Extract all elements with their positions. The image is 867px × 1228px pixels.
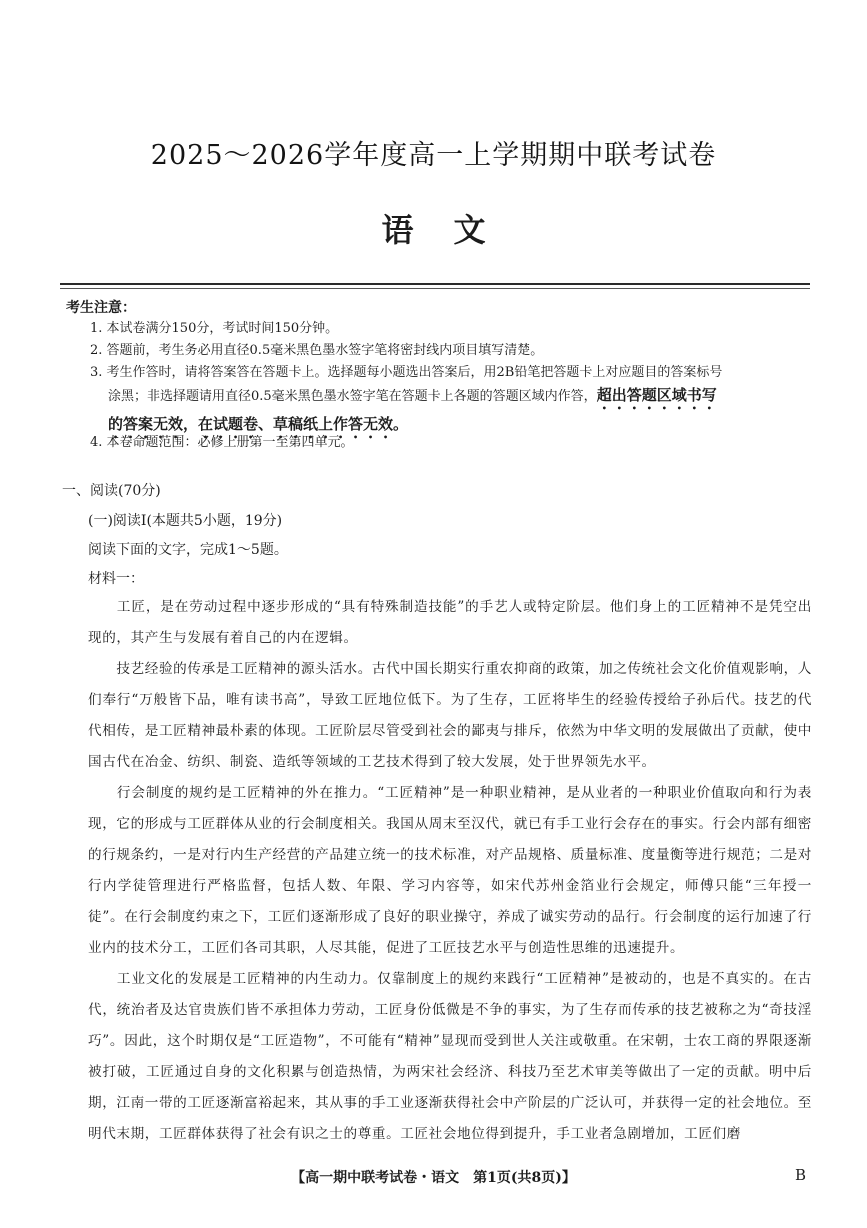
notice-item-3 [90,362,815,442]
instruction-text: 阅读下面的文字，完成1～5题。 [88,542,288,558]
notice-item-3-text: 涂黑；非选择题请用直径0.5毫米黑色墨水签字笔在答题卡上各题的答题区域内作答， [108,389,597,404]
notice-heading: 考生注意： [66,300,136,316]
paragraph-3: 行会制度的规约是工匠精神的外在推力。“工匠精神”是一种职业精神，是从业者的一种职业价值取向和行为表现，它的形成与工匠群体从业的行会制度相关。我国从周末至汉代，就已有手工业行会存在的事实。行会内部有细密的行规条约，一是对行内生产经营的产品建立统一的技术标准，对产品规格、质量标准、度量衡等进行规范；二是对行内学徒管理进行严格监督，包括人数、年限、学习内容等，如宋代苏州金箔业行会规定，师傅只能“三年授一徒”。在行会制度约束之下，工匠们逐渐形成了良好的职业操守，养成了诚实劳动的品行。行会制度的运行加速了行业内的技术分工，工匠们各司其职，人尽其能，促进了工匠技艺水平与创造性思维的迅速提升。 [88,785,812,956]
reading-passage [88,592,812,1150]
notice-item-1: 1. 本试卷满分150分，考试时间150分钟。 [90,321,339,336]
page-footer: 【高一期中联考试卷・语文 第1页(共8页)】 [291,1170,576,1186]
notice-emphasis-2: 的答案无效，在试题卷、草稿纸上作答无效。 [108,415,409,433]
material-label: 材料一： [88,571,144,587]
notice-emphasis-1: 超出答题区域书写 [596,386,717,404]
divider-line-thin [60,288,810,289]
part-heading: (一)阅读Ⅰ(本题共5小题，19分) [88,513,283,529]
exam-title: 2025～2026学年度高一上学期期中联考试卷 [150,140,717,171]
notice-item-3-line2 [90,384,815,413]
section-heading: 一、阅读(70分) [62,483,161,499]
subject-title: 语文 [381,211,526,249]
paragraph-4: 工业文化的发展是工匠精神的内生动力。仅靠制度上的规约来践行“工匠精神”是被动的，也是不真实的。在古代，统治者及达官贵族们皆不承担体力劳动，工匠身份低微是不争的事实，为了生存而传承的技艺被称之为“奇技淫巧”。因此，这个时期仅是“工匠造物”，不可能有“精神”显现而受到世人关注或敬重。在宋朝，士农工商的界限逐渐被打破，工匠通过自身的文化积累与创造热情，为两宋社会经济、科技乃至艺术审美等做出了一定的贡献。明中后期，江南一带的工匠逐渐富裕起来，其从事的手工业逐渐获得社会中产阶层的广泛认可，并获得一定的社会地位。至明代末期，工匠群体获得了社会有识之士的尊重。工匠社会地位得到提升，手工业者急剧增加，工匠们磨 [88,971,812,1142]
version-code: B [795,1166,807,1184]
notice-item-2: 2. 答题前，考生务必用直径0.5毫米黑色墨水签字笔将密封线内项目填写清楚。 [90,343,544,358]
paragraph-2: 技艺经验的传承是工匠精神的源头活水。古代中国长期实行重农抑商的政策，加之传统社会文化价值观影响，人们奉行“万般皆下品，唯有读书高”，导致工匠地位低下。为了生存，工匠将毕生的经验传授给子孙后代。技艺的代代相传，是工匠精神最朴素的体现。工匠阶层尽管受到社会的鄙夷与排斥，依然为中华文明的发展做出了贡献，使中国古代在冶金、纺织、制瓷、造纸等领域的工艺技术得到了较大发展，处于世界领先水平。 [88,661,812,770]
divider-line [60,283,810,285]
notice-item-4: 4. 本卷命题范围：必修上册第一至第四单元。 [90,435,354,450]
paragraph-1: 工匠，是在劳动过程中逐步形成的“具有特殊制造技能”的手艺人或特定阶层。他们身上的工匠精神不是凭空出现的，其产生与发展有着自己的内在逻辑。 [88,599,812,646]
notice-item-3-line1: 3. 考生作答时，请将答案答在答题卡上。选择题每小题选出答案后，用2B铅笔把答题卡上对应题目的答案标号 [90,365,723,380]
